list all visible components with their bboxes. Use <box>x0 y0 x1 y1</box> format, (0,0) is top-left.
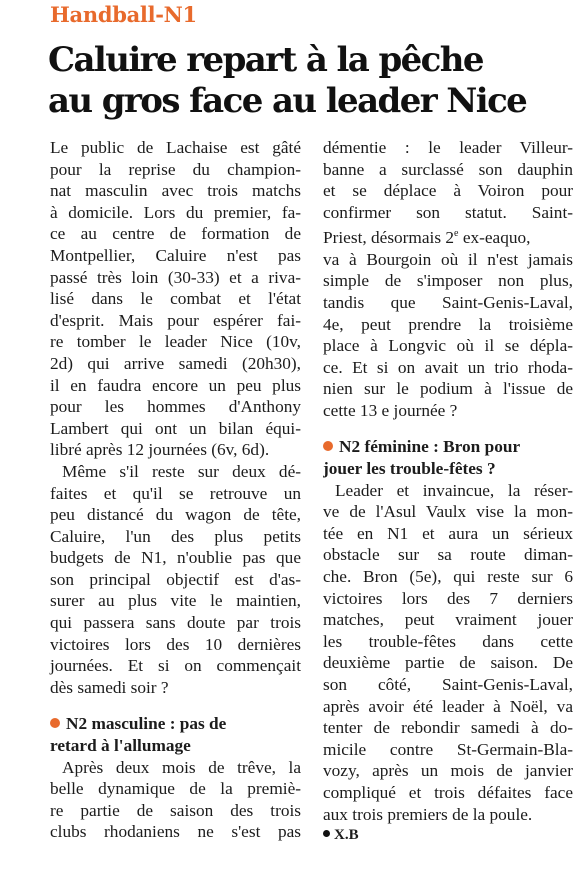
text-line: tandis que Saint-Genis-Laval, <box>323 292 573 312</box>
text-line: tenter de rebondir samedi à do- <box>323 718 573 738</box>
text-line: Le public de Lachaise est gâté <box>50 138 301 157</box>
subheading-n2-feminine <box>323 436 573 479</box>
text-line: dès samedi soir ? <box>50 677 169 697</box>
text-line: tée en N1 et aura un sérieux <box>323 523 573 543</box>
subheading-line <box>50 713 301 735</box>
paragraph-caluire <box>50 461 301 699</box>
bullet-dot-icon <box>50 718 60 728</box>
subheading-text: N2 féminine : Bron pour <box>339 437 521 457</box>
article-column-2 <box>323 137 573 847</box>
text-line: compliqué et trois défaites face <box>323 782 573 802</box>
text-line: à domicile. Lors du premier, fa- <box>50 202 301 222</box>
text-line: d'esprit. Mais pour espérer fai- <box>50 310 301 330</box>
text-line: aux trois premiers de la poule. <box>323 804 533 824</box>
text-line <box>323 223 573 248</box>
text-line: che. Bron (5e), qui reste sur 6 <box>323 567 573 587</box>
text-line: Leader et invaincue, la réser- <box>335 480 573 500</box>
text-line: il en faudra encore un peu plus <box>50 375 301 395</box>
paragraph-intro <box>50 137 301 461</box>
text-line: victoires lors des 10 dernières <box>50 634 301 654</box>
text-line: simple de s'imposer non plus, <box>323 271 573 291</box>
subheading-line <box>323 436 573 458</box>
paragraph-n2-masculine <box>50 757 301 843</box>
text-line: libré après 12 journées (6v, 6d). <box>50 440 270 460</box>
text-line: son côté, Saint-Genis-Laval, <box>323 675 573 695</box>
text-line: Lambert qui ont un bilan équi- <box>50 418 301 438</box>
text-line: qui passera sans doute par trois <box>50 613 301 633</box>
text-line: va à Bourgoin où il n'est jamais <box>323 249 573 269</box>
text-line: banne a surclassé son dauphin <box>323 159 573 179</box>
subheading-n2-masculine <box>50 713 301 756</box>
text-line: deuxième partie de saison. De <box>323 653 573 673</box>
text-line: belle dynamique de la premiè- <box>50 779 301 799</box>
text-line: cette 13 e journée ? <box>323 400 458 420</box>
signature-text: X.B <box>334 827 359 844</box>
text-line: pour la reprise du champion- <box>50 159 301 179</box>
text-line: démentie : le leader Villeur- <box>323 138 573 157</box>
text-line: micile contre St-Germain-Bla- <box>323 739 573 759</box>
text-line: après avoir été leader à Noël, va <box>323 696 573 716</box>
text-line: clubs rhodaniens ne s'est pas <box>50 822 301 842</box>
text-line: ce au centre de formation de <box>50 224 301 244</box>
text-line: les trouble-fêtes dans cette <box>323 631 573 651</box>
text-fragment: Priest, désormais 2 <box>323 228 455 248</box>
text-line: passé très loin (30-33) et a riva- <box>50 267 301 287</box>
subheading-text: N2 masculine : pas de <box>66 714 227 734</box>
article-column-1 <box>50 137 301 843</box>
subheading-line: retard à l'allumage <box>50 736 191 756</box>
text-line: confirmer son statut. Saint- <box>323 202 573 222</box>
text-line: obstacle sur sa route diman- <box>323 545 573 565</box>
text-line: Même s'il reste sur deux dé- <box>62 461 301 481</box>
text-line: budgets de N1, n'oublie pas que <box>50 548 301 568</box>
text-line: matches, peut vraiment jouer <box>323 610 573 630</box>
subheading-line: jouer les trouble-fêtes ? <box>323 459 496 479</box>
text-line: re tomber le leader Nice (10v, <box>50 332 301 352</box>
text-line: victoires lors des 7 derniers <box>323 588 573 608</box>
text-line: nien sur le podium à l'issue de <box>323 379 573 399</box>
author-signature <box>323 825 573 847</box>
text-line: faites et qu'il se retrouve un <box>50 483 301 503</box>
text-line: journées. Et si on commençait <box>50 656 301 676</box>
spacer <box>50 698 301 713</box>
text-line: et se déplace à Voiron pour <box>323 181 573 201</box>
paragraph-n2-feminine <box>323 480 573 826</box>
text-line: pour les hommes d'Anthony <box>50 397 301 417</box>
superscript: e <box>454 228 459 240</box>
spacer <box>323 421 573 436</box>
headline <box>48 40 526 122</box>
text-line: ve de l'Asul Vaulx vise la mon- <box>323 502 573 522</box>
text-line: son principal objectif est d'as- <box>50 569 301 589</box>
headline-line: au gros face au leader Nice <box>48 81 527 121</box>
text-fragment: ex-eaquo, <box>458 228 531 248</box>
text-line: ce. Et si on avait un trio rhoda- <box>323 357 573 377</box>
text-line: lisé dans le combat et l'état <box>50 289 301 309</box>
paragraph-continued <box>323 137 573 421</box>
text-line: 4e, peut prendre la troisième <box>323 314 573 334</box>
bullet-dot-icon <box>323 441 333 451</box>
section-rubric: Handball-N1 <box>50 2 197 27</box>
text-line: 2d) qui arrive samedi (20h30), <box>50 353 301 373</box>
text-line: re partie de saison des trois <box>50 800 301 820</box>
headline-line: Caluire repart à la pêche <box>48 40 483 80</box>
text-line: surer au plus vite le maintien, <box>50 591 301 611</box>
bullet-dot-icon <box>323 830 330 837</box>
text-line: Après deux mois de trêve, la <box>62 757 301 777</box>
text-line: vozy, après un mois de janvier <box>323 761 573 781</box>
text-line: nat masculin avec trois matchs <box>50 181 301 201</box>
text-line: Caluire, l'un des plus petits <box>50 526 301 546</box>
text-line: place à Longvic où il se dépla- <box>323 336 573 356</box>
text-line: Montpellier, Caluire n'est pas <box>50 245 301 265</box>
text-line: peu distancé du wagon de tête, <box>50 505 301 525</box>
